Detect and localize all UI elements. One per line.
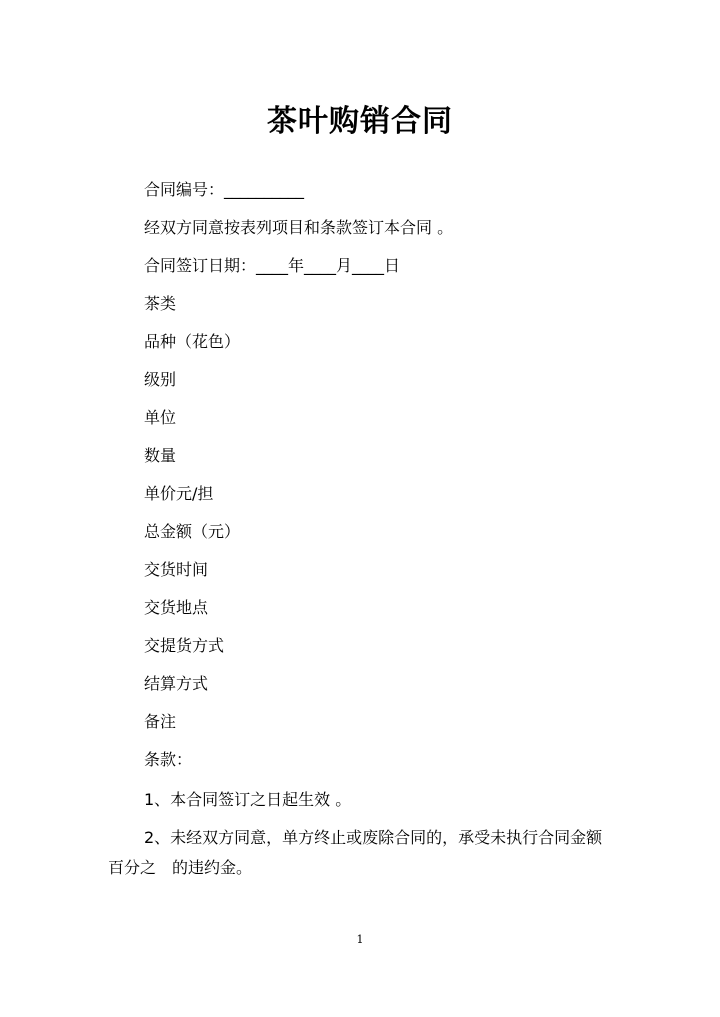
page-number: 1 bbox=[356, 933, 364, 946]
field-delivery-time: 交货时间 bbox=[144, 560, 209, 579]
intro-text: 经双方同意按表列项目和条款签订本合同 。 bbox=[144, 218, 454, 237]
field-unit: 单位 bbox=[144, 408, 177, 427]
clause-1: 1、本合同签订之日起生效 。 bbox=[144, 790, 352, 809]
field-tea-type: 茶类 bbox=[144, 294, 177, 313]
field-grade: 级别 bbox=[144, 370, 177, 389]
field-delivery-method: 交提货方式 bbox=[144, 636, 225, 655]
field-total-amount: 总金额（元） bbox=[144, 522, 241, 541]
field-variety: 品种（花色） bbox=[144, 332, 241, 351]
field-delivery-place: 交货地点 bbox=[144, 598, 209, 617]
field-settlement-method: 结算方式 bbox=[144, 674, 209, 693]
field-quantity: 数量 bbox=[144, 446, 177, 465]
contract-number: 合同编号：__________ bbox=[144, 180, 305, 199]
document-title: 茶叶购销合同 bbox=[267, 104, 453, 139]
sign-date: 合同签订日期：____年____月____日 bbox=[144, 256, 401, 275]
field-remarks: 备注 bbox=[144, 712, 177, 731]
clauses-heading: 条款： bbox=[144, 750, 193, 769]
clause-2: 2、未经双方同意，单方终止或废除合同的，承受未执行合同金额百分之 的违约金。 bbox=[108, 828, 603, 877]
field-unit-price: 单价元/担 bbox=[144, 484, 214, 503]
